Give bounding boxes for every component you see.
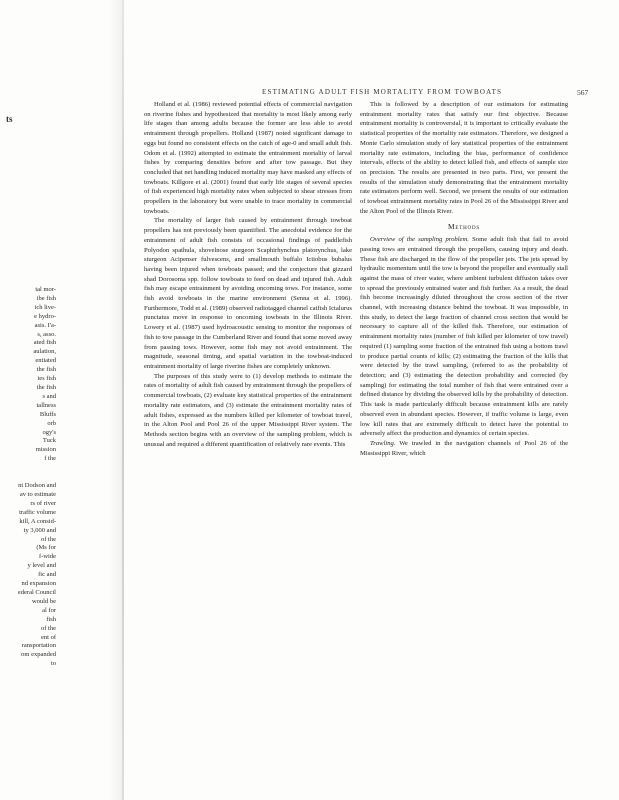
fragment-line: of the (41, 535, 56, 543)
fragment-line: om expanded (21, 651, 56, 659)
fragment-line: f the (44, 455, 56, 463)
body-paragraph: The purposes of this study were to (1) develop methods to estimate the rates of mortality of adult fish caused by entrainment through the propellers of commercial towboats, (2) evaluate key statistical properties of the entrainment mortality rate estimators, and (3) estimate the entrainment mortality rates of adult fishes, expressed as the numbers killed per kilometer of towboat travel, in the Alton Pool and Pool 26 of the upper Mississippi River system. The Methods section begins with an overview of the sampling problem, which is unusual and required a different quantification of relatively rare events. This (144, 372, 352, 448)
fragment-line: av to estimate (19, 491, 56, 499)
fragment-line: nt Dodson and (18, 482, 56, 490)
fragment-line: fic and (38, 571, 56, 579)
right-text-column (360, 100, 568, 458)
fragment-line: rs of river (30, 499, 56, 507)
fragment-line: mission (35, 446, 56, 454)
body-paragraph: The mortality of larger fish caused by entrainment through towboat propellers has not previously been quantified. The anecdotal evidence for the entrainment of adult fish consists of occasional findings of paddlefish Polyodon spathula, shovelnose sturgeon Scaphirhynchus platorynchus, lake sturgeon Acipenser fulvescens, and smallmouth buffalo Ictiobus bubalus having been injured when towboats passed; and the conjecture that gizzard shad Dorosoma spp. follow towboats to feed on dead and injured fish. Adult fish may escape entrainment by avoiding oncoming tows. For instance, some fish avoid towboats in the marine environment (Senna et al. 1996). Furthermore, Todd et al. (1989) observed radiotagged channel catfish Ictalurus punctatus move in response to oncoming towboats in the Illinois River. Lowery et al. (1987) used hydroacoustic sensing to monitor the responses of fish to tow passage in the Cumberland River and found that some moved away from passing tows. However, some fish may not avoid entrainment. The magnitude, seasonal timing, and spatial variation in the towboat-induced entrainment mortality of large riverine fishes are completely unknown. (144, 217, 352, 370)
body-paragraph: Holland et al. (1986) reviewed potential effects of commercial navigation on riverine fishes and hypothesized that mortality is most likely among early life stages than among adults because the former are less able to avoid entrainment through propellers. Holland (1987) noted significant damage to eggs but found no consistent effects on the catch of age-0 and small adult fish. Odom et al. (1992) attempted to estimate the entrainment mortality of larval fishes by comparing densities before and after tow passage. But they concluded that net handling induced mortality may have masked any effects of towboats. Killgore et al. (2001) found that early life stages of several species of fish experienced high mortality rates when subjected to shear stresses from propellers in the laboratory but were unable to trace mortality in commercial towboats. (144, 101, 352, 215)
section-heading-methods: Methods (448, 222, 480, 232)
fragment-line: ransportation (21, 642, 56, 650)
fragment-line: tallness (36, 401, 56, 409)
fragment-line: asis. I'a- (34, 321, 56, 329)
facing-page-text-fragment (0, 286, 56, 669)
fragment-line: f-wide (39, 553, 56, 561)
left-text-column (144, 100, 352, 449)
fragment-line: aulation, (33, 348, 56, 356)
fragment-line: al for (42, 606, 56, 614)
subsection-label: Overview of the sampling problem. (370, 236, 469, 244)
fragment-line: ty 3,000 and (23, 526, 56, 534)
fragment-line: traffic volume (19, 508, 56, 516)
fragment-gap (0, 464, 56, 482)
fragment-line: ederal Council (17, 589, 56, 596)
fragment-line: Tuck (42, 437, 56, 445)
body-paragraph (360, 235, 568, 439)
fragment-line: ated fish (33, 339, 56, 347)
facing-page-fragment-mark: ts (6, 114, 13, 124)
fragment-line: of the (41, 624, 56, 632)
facing-page-fragment-block-b (0, 482, 56, 669)
body-paragraph (360, 439, 568, 458)
fragment-line: entiated (35, 357, 56, 365)
fragment-line: ogy's (42, 428, 56, 436)
fragment-line: kill, A consid- (19, 517, 56, 525)
body-paragraph: This is followed by a description of our estimators for estimating entrainment mortality rates that satisfy our first objective. Because entrainment mortality is controversial, it is important to critically evaluate the statistical properties of the mortality rate estimators. Therefore, we designed a Monte Carlo simulation study of key statistical properties of the entrainment mortality rate estimators, including the bias, performance of confidence intervals, effects of the ability to detect killed fish, and effects of sample size on precision. The results are presented in two parts. First, we present the results of the simulation study demonstrating that the entrainment mortality rate estimators perform well. Second, we present the results of our estimation of towboat entrainment mortality rates in Pool 26 of the Mississippi River and the Alton Pool of the Illinois River. (360, 101, 568, 215)
fragment-line: ies fish (37, 375, 56, 383)
fragment-line: s, asso. (37, 330, 56, 338)
fragment-line: the fish (36, 383, 56, 391)
gutter-shadow (108, 0, 122, 800)
fragment-line: Bluffs (39, 410, 56, 418)
fragment-line: the fish (36, 366, 56, 374)
fragment-line: ich live- (34, 303, 56, 311)
subsection-label: Trawling. (370, 439, 396, 447)
fragment-line: nd expansion (21, 580, 56, 588)
fragment-line: orb (47, 419, 56, 427)
page-gutter (122, 0, 124, 800)
fragment-line: tal mor- (35, 286, 56, 293)
fragment-line: fish (46, 615, 56, 623)
fragment-line: (Ms for (36, 544, 56, 552)
fragment-line: ibe fish (36, 294, 56, 302)
fragment-line: y level and (27, 562, 56, 570)
paragraph-text: We trawled in the navigation channels of Pool 26 of the Mississippi River, which (360, 439, 568, 457)
fragment-line: to (50, 660, 56, 668)
paragraph-text: Some adult fish that fail to avoid passing tows are entrained through the propellers, causing injury and death. These fish are discharged in the flow of the propeller jets. The jets spread by hydraulic momentum until the tow is beyond the propeller and eventually stall against the mass of river water, where ambient turbulent diffusion takes over to spread the previously entrained water and fish further. As a result, the dead fish become increasingly diluted throughout the cross section of the river channel, with increasing distance behind the towboat. It was impossible, in this study, to detect the large fraction of channel cross section that would be necessary to capture all of the killed fish. Therefore, our estimation of entrainment mortality rates (number of fish killed per kilometer of tow travel) required (1) sampling some fraction of the entrained fish using a bottom trawl to produce partial counts of kills; (2) estimating the fraction of the kills that were detected by the trawl sampling, (referred to as the probability of detection; and (3) estimating the detection probability and corrected (by sampling) for estimating the total number of fish that were entrained over a defined distance by dividing the observed kills by the probability of detection. This task is made particularly difficult because entrainment kills are rarely observed even in abundant species. However, if traffic volume is large, even low kill rates that are extremely difficult to detect have the potential to adversely affect the production and dynamics of certain species. (360, 236, 569, 438)
fragment-line: e hydro- (34, 312, 56, 320)
fragment-line: ent of (41, 633, 56, 641)
facing-page-fragment-block-a (0, 286, 56, 464)
fragment-line: s and (42, 392, 56, 400)
page-number: 567 (577, 88, 589, 97)
fragment-line: would be (31, 597, 56, 605)
running-header: ESTIMATING ADULT FISH MORTALITY FROM TOWBOATS (262, 88, 503, 96)
